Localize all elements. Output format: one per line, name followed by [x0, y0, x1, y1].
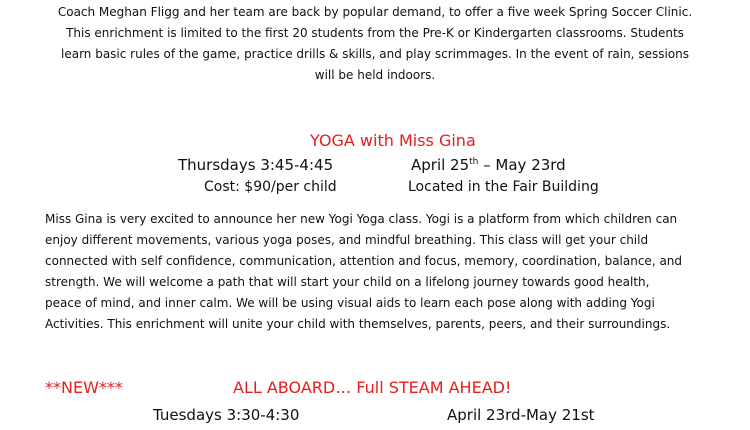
yoga-class-title: YOGA with Miss Gina: [310, 131, 476, 150]
yoga-description-line: Miss Gina is very excited to announce her new Yogi Yoga class. Yogi is a platform from which children can: [45, 212, 678, 226]
yoga-class-description: [45, 209, 735, 335]
yoga-cost: Cost: $90/per child: [204, 179, 337, 195]
yoga-description-line: connected with self confidence, communication, attention and focus, memory, coordination, balance, and: [45, 254, 683, 268]
steam-class-title: ALL ABOARD… Full STEAM AHEAD!: [233, 378, 512, 397]
yoga-location: Located in the Fair Building: [408, 179, 599, 195]
steam-schedule-time: Tuesdays 3:30-4:30: [153, 406, 300, 424]
soccer-description-line: learn basic rules of the game, practice drills & skills, and play scrimmages. In the event of rain, sessions: [61, 47, 689, 61]
new-class-label: **NEW***: [45, 378, 123, 397]
yoga-description-line: peace of mind, and inner calm. We will be using visual aids to learn each pose along with adding Yogi: [45, 296, 655, 310]
soccer-description-line: This enrichment is limited to the first 20 students from the Pre-K or Kindergarten classrooms. Students: [66, 26, 684, 40]
steam-schedule-dates: April 23rd-May 21st: [447, 406, 595, 424]
yoga-schedule-dates: [411, 156, 566, 174]
soccer-clinic-description: [0, 2, 750, 86]
yoga-description-line: Activities. This enrichment will unite your child with themselves, parents, peers, and their surroundings.: [45, 317, 671, 331]
yoga-description-line: enjoy different movements, various yoga poses, and mindful breathing. This class will get your child: [45, 233, 649, 247]
yoga-description-line: strength. We will welcome a path that will start your child on a lifelong journey towards good health,: [45, 275, 650, 289]
yoga-dates-start: April 25: [411, 156, 470, 174]
yoga-dates-end: – May 23rd: [478, 156, 566, 174]
soccer-description-line: Coach Meghan Fligg and her team are back by popular demand, to offer a five week Spring Soccer Clinic.: [57, 5, 693, 19]
yoga-dates-ordinal-suffix: th: [469, 157, 479, 167]
yoga-schedule-time: Thursdays 3:45-4:45: [178, 156, 334, 174]
soccer-description-line: will be held indoors.: [314, 68, 436, 82]
